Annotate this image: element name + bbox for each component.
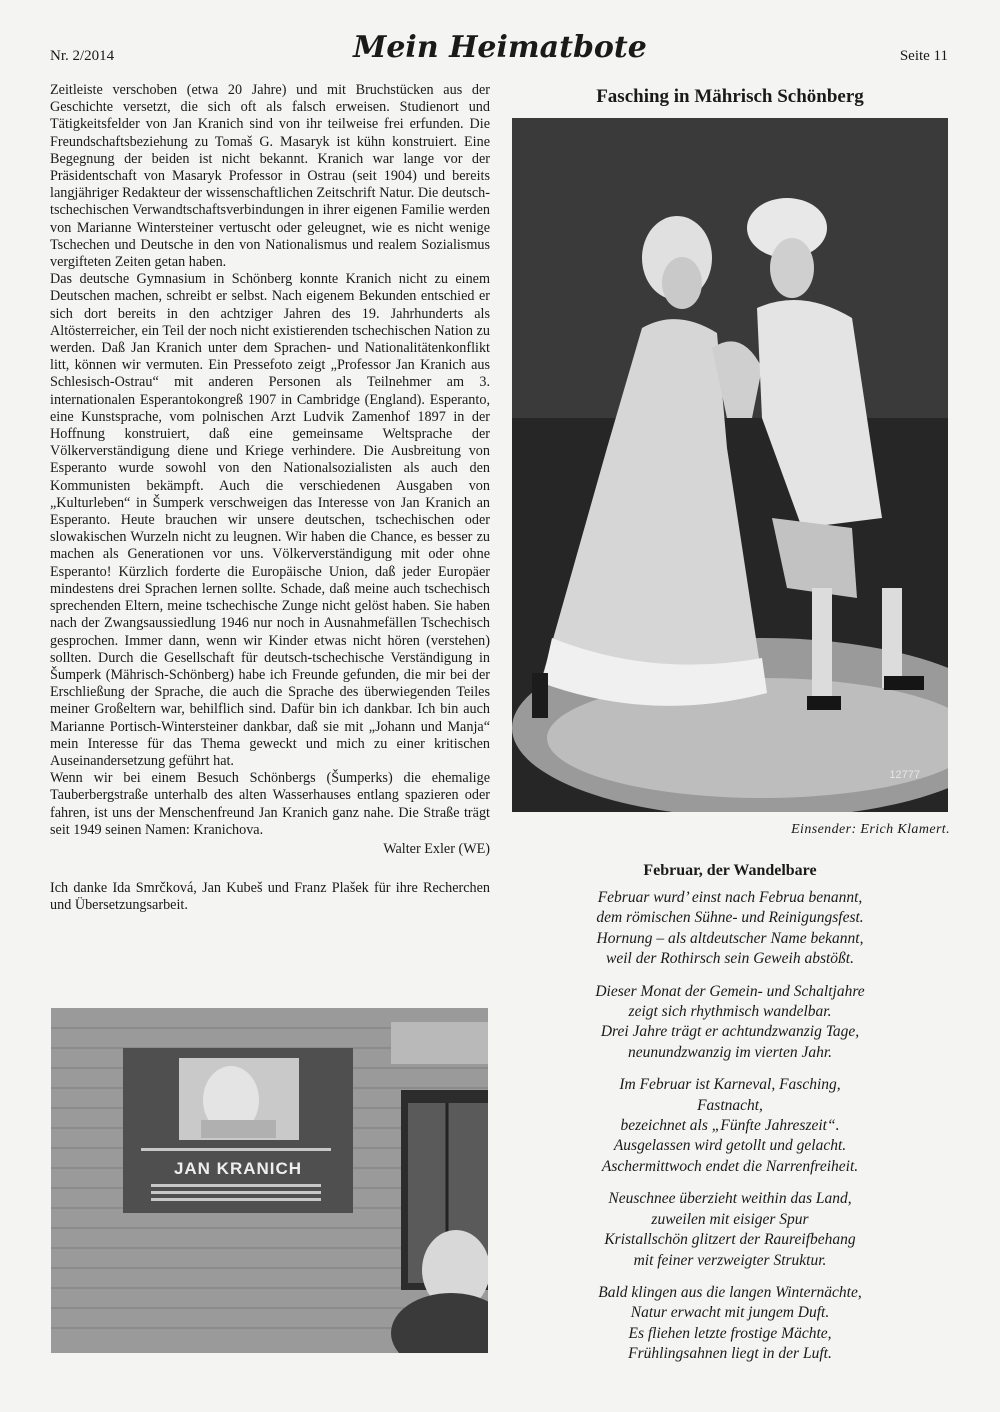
acknowledgement: Ich danke Ida Smrčková, Jan Kubeš und Franz Plašek für ihre Recherchen und Übersetzungsarbeit. — [50, 880, 490, 914]
poem-line: Frühlingsahnen liegt in der Luft. — [628, 1345, 832, 1363]
article-column — [50, 82, 490, 915]
poem-line: Hornung – als altdeutscher Name bekannt, — [596, 929, 864, 947]
plaque-photo — [51, 1008, 488, 1353]
poem — [512, 888, 948, 1377]
page-number: Seite 11 — [899, 48, 948, 64]
plaque-photo-illustration — [51, 1008, 488, 1353]
poem-line: Dieser Monat der Gemein- und Schaltjahre — [595, 982, 865, 1000]
fasching-photo-illustration — [512, 118, 948, 812]
poem-stanza — [512, 888, 948, 970]
article-paragraph: Wenn wir bei einem Besuch Schönbergs (Šumperks) die ehemalige Tauberbergstraße unterhalb des alten Wasserhauses entlang spazieren oder fahren, ist uns der Menschenfreund Jan Kranich ganz nahe. Die Straße trägt seit 1949 seinen Namen: Kranichova. — [50, 770, 490, 838]
poem-line: dem römischen Sühne- und Reinigungsfest. — [596, 909, 864, 927]
issue-number: Nr. 2/2014 — [50, 48, 115, 64]
plaque-name: JAN KRANICH — [173, 1159, 303, 1178]
poem-line: Drei Jahre trägt er achtundzwanzig Tage, — [600, 1023, 860, 1041]
poem-line: Natur erwacht mit jungem Duft. — [630, 1304, 830, 1322]
poem-line: Kristallschön glitzert der Raureifbehang — [604, 1231, 856, 1249]
poem-line: Ausgelassen wird getollt und gelacht. — [613, 1137, 847, 1155]
article-paragraph: Zeitleiste verschoben (etwa 20 Jahre) und mit Bruchstücken aus der Geschichte versetzt, die sich oft als falsch erweisen. Studienort und Tätigkeitsfelder von Jan Kranich sind von ihr teilweise frei erfunden. Die Freundschaftsbeziehung zu Tomaš G. Masaryk ist kühn konstruiert. Eine Begegnung der beiden ist nicht bekannt. Kranich war lange vor der Präsidentschaft von Masaryk Professor in Ostrau (seit 1904) und bereits langjähriger Redakteur der wissenschaftlichen Zeitschrift Natur. Die deutsch-tschechischen Verwandtschaftsverbindungen in ihrer eigenen Familie werden von Marianne Wintersteiner vertuscht oder geleugnet, wie es nicht wenige Tschechen und Deutsche in den von Nationalismus und realem Sozialismus vergifteten Zeiten getan haben. — [50, 82, 490, 271]
poem-line: neunundzwanzig im vierten Jahr. — [627, 1043, 833, 1061]
photo-credit: Einsender: Erich Klamert. — [791, 822, 950, 837]
poem-line: zuweilen mit eisiger Spur — [651, 1210, 809, 1228]
poem-line: bezeichnet als „Fünfte Jahreszeit“. — [620, 1117, 840, 1135]
author-signature: Walter Exler (WE) — [383, 840, 490, 857]
poem-line: zeigt sich rhythmisch wandelbar. — [628, 1003, 832, 1021]
poem-line: Es fliehen letzte frostige Mächte, — [628, 1324, 832, 1342]
poem-line: Fastnacht, — [697, 1096, 763, 1114]
article-paragraph: Das deutsche Gymnasium in Schönberg konnte Kranich nicht zu einem Deutschen machen, schreibt er selbst. Nach eigenem Bekunden entschied er sich dort bereits in den achtziger Jahren des 19. Jahrhunderts als Altösterreicher, ein Teil der noch nicht existierenden tschechischen Nation zu werden. Daß Jan Kranich unter dem Sprachen- und Nationalitätenkonflikt litt, können wir vermuten. Ein Pressefoto zeigt „Professor Jan Kranich aus Schlesisch-Ostrau“ mit anderen Personen als Teilnehmer am 3. internationalen Esperantokongreß 1907 in Cambridge (England). Esperanto, eine Kunstsprache, vom polnischen Arzt Ludvik Zamenhof 1897 in der Hoffnung konstruiert, daß eine gemeinsame Weltsprache der Völkerverständigung diene und Kriege verhindere. Die Ausbreitung von Esperanto wurde sowohl von den Nationalsozialisten als auch den Kommunisten bekämpft. Auch die verschiedenen Ausgaben von „Kulturleben“ in Šumperk verschweigen das Interesse von Jan Kranich an Esperanto. Heute brauchen wir unsere deutschen, tschechischen oder slowakischen Wurzeln nicht zu leugnen. Wir haben die Chance, es besser zu machen als Generationen vor uns. Völkerverständigung mit oder ohne Esperanto! Kürzlich forderte die Europäische Union, daß jeder Europäer mindestens drei Sprachen lernen sollte. Schade, daß meine auch tschechisch sprechenden Eltern, meine tschechische Zunge nicht gelöst haben. Sie haben nach der Zwangsaussiedlung 1946 nur noch in Ausnahmefällen Tschechisch gesprochen. Immer dann, wenn wir Kinder etwas nicht hören (verstehen) sollten. Durch die Gesellschaft für deutsch-tschechische Verständigung in Šumperk (Mährisch-Schönberg) habe ich Freunde gefunden, die mir bei der Erschließung der Sprache, die auch die Sprache des überwiegenden Teiles meiner Großeltern war, behilflich sind. Dafür bin ich dankbar. Ich bin auch Marianne Portisch-Wintersteiner dankbar, daß sie mit „Johann und Manja“ mein Interesse für das Thema geweckt und mich zu einer kritischen Auseinandersetzung geführt hat. — [50, 271, 490, 769]
poem-stanza — [512, 1283, 948, 1365]
poem-line: Im Februar ist Karneval, Fasching, — [619, 1076, 841, 1094]
fasching-photo — [512, 118, 948, 812]
fasching-title: Fasching in Mährisch Schönberg — [596, 86, 864, 107]
photo-number: 12777 — [889, 769, 920, 781]
poem-line: weil der Rothirsch sein Geweih abstößt. — [606, 950, 854, 968]
poem-line: Februar wurd’ einst nach Februa benannt, — [597, 889, 863, 906]
poem-stanza — [512, 1189, 948, 1271]
poem-line: Bald klingen aus die langen Winternächte, — [598, 1283, 862, 1301]
masthead-title: Mein Heimatbote — [353, 30, 647, 65]
poem-line: mit feiner verzweigter Struktur. — [633, 1251, 827, 1269]
poem-stanza — [512, 982, 948, 1064]
poem-title: Februar, der Wandelbare — [643, 862, 817, 879]
poem-line: Neuschnee überzieht weithin das Land, — [608, 1190, 852, 1208]
poem-line: Aschermittwoch endet die Narrenfreiheit. — [601, 1157, 859, 1175]
poem-stanza — [512, 1075, 948, 1177]
